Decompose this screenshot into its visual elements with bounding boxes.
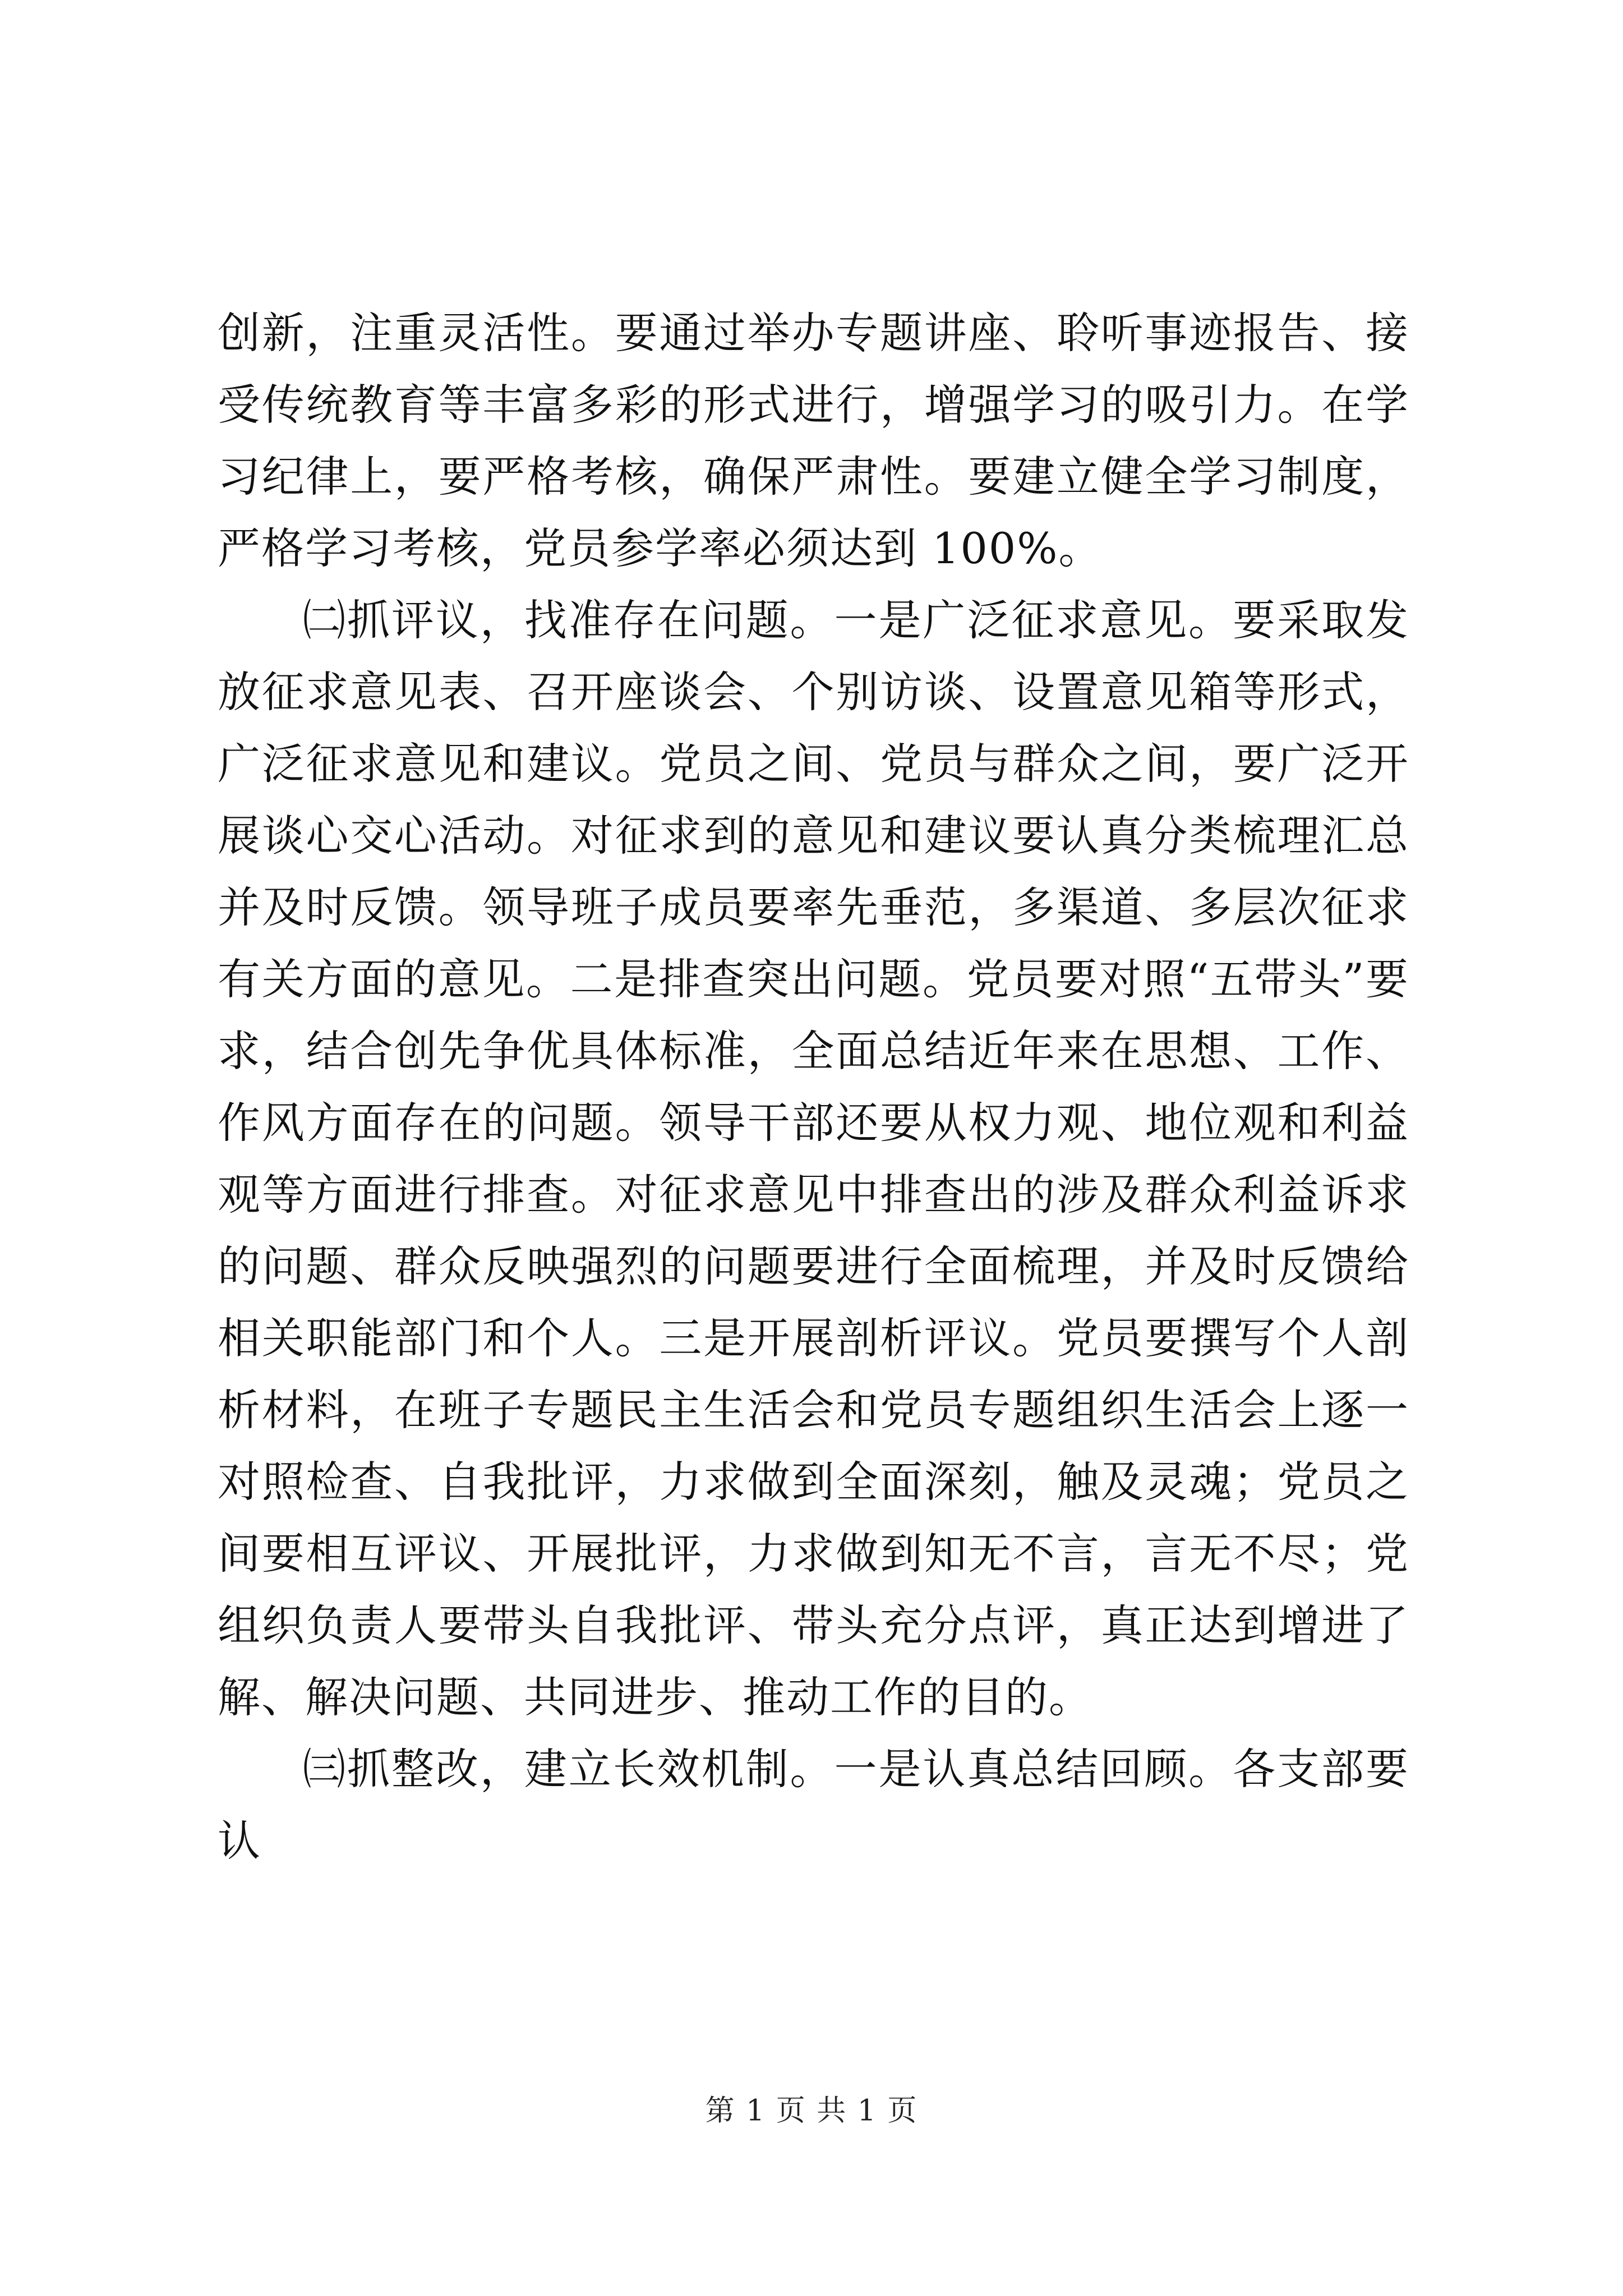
paragraph-evaluation: ㈡抓评议，找准存在问题。一是广泛征求意见。要采取发放征求意见表、召开座谈会、个别访谈、设置意见箱等形式，广泛征求意见和建议。党员之间、党员与群众之间，要广泛开展谈心交心活动。对征求到的意见和建议要认真分类梳理汇总并及时反馈。领导班子成员要率先垂范，多渠道、多层次征求有关方面的意见。二是排查突出问题。党员要对照“五带头”要求，结合创先争优具体标准，全面总结近年来在思想、工作、作风方面存在的问题。领导干部还要从权力观、地位观和利益观等方面进行排查。对征求意见中排查出的涉及群众利益诉求的问题、群众反映强烈的问题要进行全面梳理，并及时反馈给相关职能部门和个人。三是开展剖析评议。党员要撰写个人剖析材料，在班子专题民主生活会和党员专题组织生活会上逐一对照检查、自我批评，力求做到全面深刻，触及灵魂；党员之间要相互评议、开展批评，力求做到知无不言，言无不尽；党组织负责人要带头自我批评、带头充分点评，真正达到增进了解、解决问题、共同进步、推动工作的目的。	[218, 595, 1409, 1722]
paragraph-continuation: 创新，注重灵活性。要通过举办专题讲座、聆听事迹报告、接受传统教育等丰富多彩的形式进行，增强学习的吸引力。在学习纪律上，要严格考核，确保严肃性。要建立健全学习制度，严格学习考核，党员参学率必须达到 100%。	[218, 308, 1409, 573]
paragraph-rectification: ㈢抓整改，建立长效机制。一是认真总结回顾。各支部要认	[218, 1744, 1409, 1866]
document-body	[218, 297, 1409, 1877]
page-footer: 第 1 页 共 1 页	[705, 2094, 918, 2128]
